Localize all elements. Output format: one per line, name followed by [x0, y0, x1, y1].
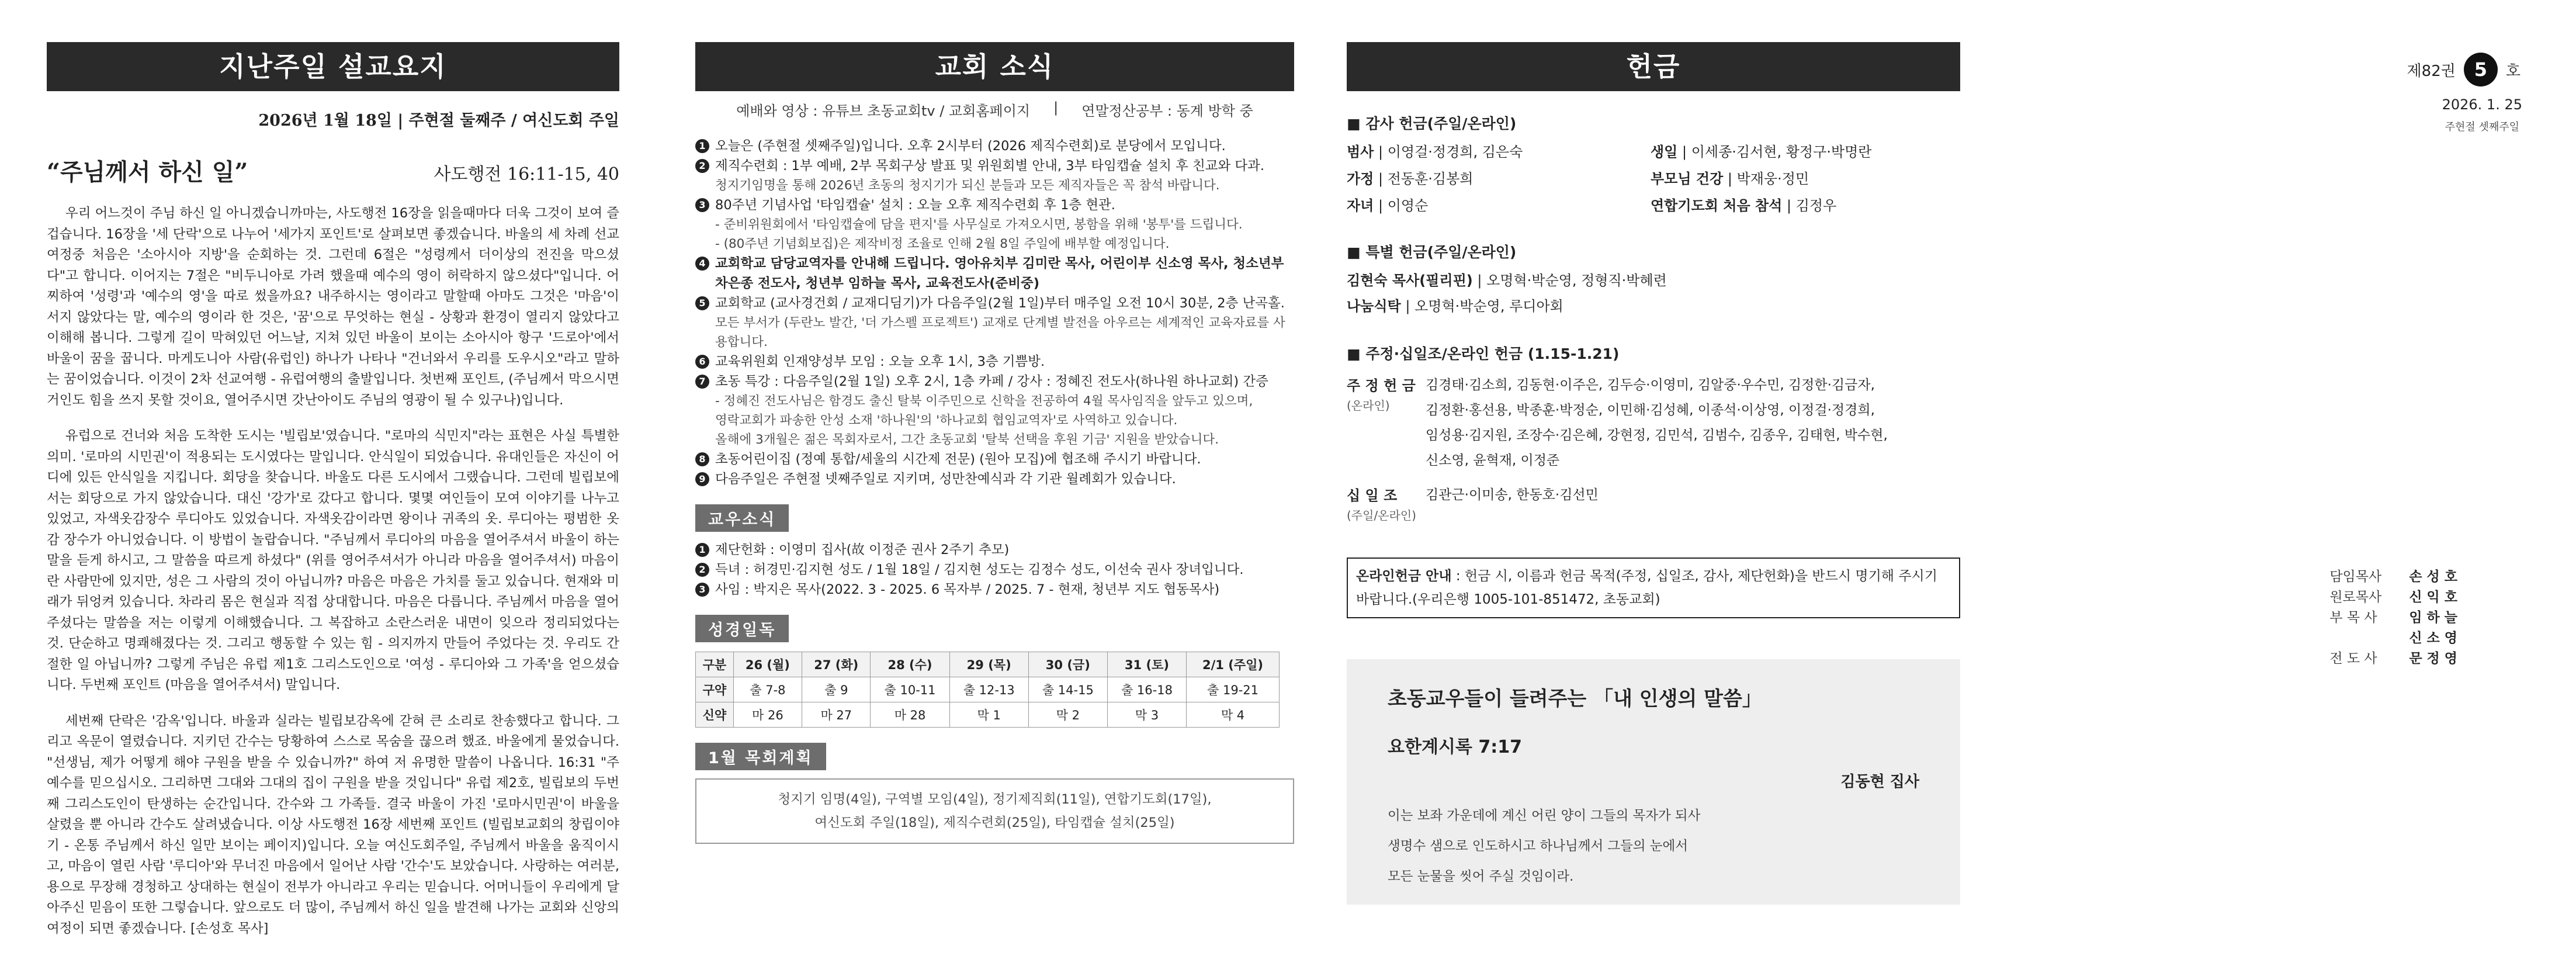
issue-volume: 제82권 — [2407, 62, 2456, 80]
entry-value: 박재웅·정민 — [1736, 171, 1809, 187]
news-header: 교회 소식 — [695, 42, 1294, 91]
members-news-tag: 교우소식 — [695, 504, 789, 532]
member-item-text: 제단헌화 : 이영미 집사(故 이정준 권사 2주기 추모) — [715, 542, 1010, 558]
news-item — [695, 469, 1294, 489]
news-item-detail: - 준비위원회에서 '타임캡슐에 담을 편지'를 사무실로 가져오시면, 봉함을 위해 '봉투'를 드립니다. — [715, 217, 1243, 232]
sermon-body — [47, 203, 619, 939]
staff-entry — [2329, 608, 2462, 628]
table-cell: 출 14-15 — [1028, 677, 1107, 702]
member-item-text: 득녀 : 허경민·김지현 성도 / 1월 18일 / 김지현 성도는 김정수 성도, 이선숙 권사 장녀입니다. — [715, 562, 1244, 577]
issue-info — [2407, 53, 2520, 86]
sermon-meta: 2026년 1월 18일 | 주현절 둘째주 / 여신도회 주일 — [258, 112, 619, 130]
life-verse-text — [1388, 801, 1919, 892]
offering-column — [1347, 42, 1960, 905]
sermon-paragraph: 우리 어느것이 주님 하신 일 아니겠습니까마는, 사도행전 16장을 읽을때마다 더욱 그것이 보여 즐겁습니다. 16장을 '세 단락'으로 나누어 '세가지 포인트'로 살펴보면 좋겠습니다. 바울의 세 차례 선교여정중 처음은 '소아시아 지방'을 순회하는 것. 그런데 6절은 "성령께서 더이상의 전진을 막으셨다"고 합니다. 이어지는 7절은 "비두니아로 가려 했을때 예수의 영이 허락하지 않으셨다"입니다. 어찌하여 '성령'과 '예수의 영'을 따로 썼을까요? 내주하시는 영이라고 말할때 아마도 그것은 '마음'이 서지 않았다는 말, 예수의 영이라 한 것은, '꿈'으로 무엇하는 현실 - 상황과 환경이 열리지 않았다고 이해해 봅니다. 그렇게 길이 막혀있던 어느날, 지쳐 있던 바울이 보이는 소아시아 항구 '드로아'에서 바울이 꿈을 꿉니다. 마게도니아 사람(유럽인) 하나가 나타나 "건너와서 우리를 도우시오"라고 말하는 꿈이었습니다. 이것이 2차 선교여행 - 유럽여행의 출발입니다. 첫번째 포인트, (주님께서 막으시면 거인도 힘을 쓰지 못할 것이요, 열어주시면 갓난아이도 주님의 영광이 될 수 있구나)입니다. — [47, 206, 619, 408]
names-line: 신소영, 윤혁재, 이정준 — [1426, 453, 1560, 468]
news-item — [695, 136, 1294, 156]
item-number: 1 — [695, 543, 709, 557]
table-cell: 막 2 — [1028, 702, 1107, 728]
monthly-plan-tag: 1월 목회계획 — [695, 743, 826, 770]
news-item-detail: 청지기임명을 통해 2026년 초동의 청지기가 되신 분들과 모든 제직자들은 꼭 참석 바랍니다. — [715, 178, 1220, 193]
member-item — [695, 580, 1294, 600]
news-item-detail: - (80주년 기념회보집)은 제작비정 조율로 인해 2월 8일 주일에 배부할 예정입니다. — [715, 237, 1170, 251]
table-cell: 출 9 — [802, 677, 871, 702]
news-item-text: 다음주일은 주현절 넷째주일로 지키며, 성만찬예식과 각 기관 월례회가 있습니다. — [715, 472, 1176, 487]
table-header-cell: 28 (수) — [871, 652, 949, 677]
news-item-detail: 올해에 3개월은 젊은 목회자로서, 그간 초동교회 '탈북 선택을 후원 기금' 지원을 받았습니다. — [715, 432, 1219, 447]
entry-label: 범사 — [1347, 144, 1374, 160]
entry-label: 가정 — [1347, 171, 1374, 187]
label-sub: (주일/온라인) — [1347, 508, 1416, 522]
online-label: 온라인헌금 안내 — [1356, 569, 1452, 584]
entry-value: 김정우 — [1795, 198, 1837, 214]
entry-value: 이영순 — [1387, 198, 1429, 214]
table-header-cell: 2/1 (주일) — [1187, 652, 1280, 677]
news-item — [695, 293, 1294, 313]
staff-name: 문정영 — [2409, 651, 2462, 666]
life-verse-box — [1347, 659, 1960, 905]
table-cell: 구약 — [696, 677, 734, 702]
thanks-entry: 자녀 | 이영순 — [1347, 198, 1429, 214]
staff-role: 전 도 사 — [2329, 651, 2377, 666]
news-item — [695, 352, 1294, 372]
item-number: 2 — [695, 159, 709, 173]
special-offering-title: ■ 특별 헌금(주일/온라인) — [1347, 244, 1517, 261]
news-item — [695, 449, 1294, 469]
sermon-reference: 사도행전 16:11-15, 40 — [434, 164, 619, 185]
item-number: 2 — [695, 563, 709, 577]
members-news-list — [695, 540, 1294, 600]
worship-video-note: 예배와 영상 : 유튜브 초동교회tv / 교회홈페이지 — [736, 103, 1031, 119]
news-subheader — [695, 99, 1294, 120]
entry-value: 이세종·김서현, 황정구·박명란 — [1691, 144, 1872, 160]
names-line: 김정환·홍선용, 박종훈·박정순, 이민해·김성혜, 이종석·이상영, 이정걸·정경희, — [1426, 403, 1875, 418]
tithe-block — [1347, 483, 1960, 522]
issue-week: 주현절 셋째주일 — [2445, 121, 2520, 133]
item-number: 3 — [695, 583, 709, 597]
names-line: 김경태·김소희, 김동현·이주은, 김두승·이영미, 김알중·우수민, 김정한·김금자, — [1426, 378, 1875, 393]
entry-value: 오명혁·박순영, 루디아회 — [1414, 298, 1563, 314]
staff-entry — [2329, 567, 2462, 587]
item-number: 1 — [695, 139, 709, 153]
thanks-entry: 생일 | 이세종·김서현, 황정구·박명란 — [1651, 144, 1872, 160]
tithe-names: 김관근·이미송, 한동호·김선민 — [1426, 487, 1599, 503]
item-number: 8 — [695, 452, 709, 466]
sermon-paragraph: 세번째 단락은 '감옥'입니다. 바울과 실라는 빌립보감옥에 갇혀 큰 소리로 찬송했다고 합니다. 그리고 옥문이 열렸습니다. 지키던 간수는 당황하여 스스로 목숨을 끊으려 했죠. 바울에게 물었습니다. "선생님, 제가 어떻게 해야 구원을 받을 수 있습니까?" 하여 저 유명한 말씀이 나옵니다. 16:31 "주 예수를 믿으십시오. 그리하면 그대와 그대의 집이 구원을 받을 것입니다" 유럽 제2호, 빌립보의 두번째 그리스도인이 탄생하는 순간입니다. 간수와 그 가족들. 결국 바울이 가진 '로마시민권'이 바울을 살렸을 뿐 아니라 간수도 살려냈습니다. 이상 사도행전 16장 세번째 포인트 (빌립보교회의 창립이야기 - 온통 주님께서 하신 일만 보이는 페이지)입니다. 오늘 여신도회주일, 주님께서 바울을 움직이시고, 마음이 열린 사람 '루디아'와 무너진 마음에서 일어난 사람 '간수'도 보았습니다. 사랑하는 여러분, 용으로 무장해 경청하고 상대하는 현실이 전부가 아니라고 우리는 믿습니다. 어머니들이 우리에게 달아주신 믿음이 또한 그렇습니다. 앞으로도 더 많이, 주님께서 하신 일을 발견해 나가는 교회와 신앙의 여정이 되면 좋겠습니다. [손성호 목사] — [47, 713, 619, 936]
life-verse-title: 초동교우들이 들려주는 「내 인생의 말씀」 — [1388, 687, 1762, 711]
member-item-text: 사임 : 박지은 목사(2022. 3 - 2025. 6 목자부 / 2025. 7 - 현재, 청년부 지도 협동목사) — [715, 582, 1220, 597]
member-item — [695, 540, 1294, 560]
news-item-text: 제직수련회 : 1부 예배, 2부 목회구상 발표 및 위원회별 안내, 3부 타임캡슐 설치 후 친교와 다과. — [715, 158, 1264, 174]
sermon-column — [47, 42, 619, 939]
table-cell: 마 27 — [802, 702, 871, 728]
staff-entry — [2329, 628, 2462, 649]
sermon-paragraph: 유럽으로 건너와 처음 도착한 도시는 '빌립보'였습니다. "로마의 식민지"라는 표현은 사실 특별한 의미. '로마의 시민권'이 적용되는 도시였다는 말입니다. 안식일이 되었습니다. 유대인들은 자신이 어디에 있든 안식일을 지킵니다. 회당을 찾습니다. 바울도 다른 도시에서 그랬습니다. 그런데 빌립보에서는 회당으로 가지 않았습니다. 대신 '강가'로 갔다고 합니다. 몇몇 여인들이 모여 이야기를 나누고 있었고, 자색옷감장수 루디아도 있었습니다. 자색옷감이라면 왕이나 귀족의 옷. 루디아는 평범한 옷감 장수가 아니었습니다. 이 방법이 놀랍습니다. "주님께서 루디아의 마음을 열어주셔서 바울이 하는 말을 듣게 하시고, 그 말씀을 따르게 하셨다" (위를 영어주셔서가 아니라 마음을 열어주셔서) 마음이란 사람만에 있지만, 성은 그 사람의 것이 아닙니까? 마음은 마음은 가치를 둘고 있습니다. 현재와 미래가 뒤엉켜 있습니다. 차라리 몸은 현실과 직접 상대합니다. 마음은 다릅니다. 주님께서 마음을 열어주셨다는 말씀을 저는 이렇게 이해했습니다. 그 복잡하고 소란스러운 내면이 잊으라 정리되었다는 것. 단순하고 명쾌해졌다는 것. 그리고 행동할 수 있는 힘 - 의지까지 만들어 주었다는 것. 우리도 간절한 일 아닙니까? 그렇게 주님은 유럽 제1호 그리스도인으로 '여성 - 루디아와 그 가족'을 얻으셨습니다. 두번째 포인트 (마음을 열어주셔서) 말입니다. — [47, 428, 619, 693]
sermon-title-line — [47, 154, 619, 187]
verse-line: 생명수 샘으로 인도하시고 하나님께서 그들의 눈에서 — [1388, 839, 1688, 854]
label-sub: (온라인) — [1347, 399, 1390, 413]
table-row — [696, 702, 1280, 728]
weekly-offering-label — [1347, 373, 1426, 473]
issue-date-block — [2442, 96, 2522, 134]
table-cell: 마 26 — [733, 702, 802, 728]
plan-line: 청지기 임명(4일), 구역별 모임(4일), 정기제직회(11일), 연합기도회(17일), — [778, 792, 1212, 807]
item-number: 4 — [695, 257, 709, 271]
issue-number-badge: 5 — [2464, 53, 2498, 86]
news-item-text: 초동어린이집 (정예 통합/세울의 시간제 전문) (원아 모집)에 협조해 주시기 바랍니다. — [715, 452, 1201, 467]
staff-entry — [2329, 649, 2462, 669]
label-text: 주 정 헌 금 — [1347, 378, 1416, 394]
item-number: 7 — [695, 375, 709, 389]
issue-date: 2026. 1. 25 — [2442, 96, 2522, 113]
staff-role: 담임목사 — [2329, 569, 2382, 584]
table-cell: 출 19-21 — [1187, 677, 1280, 702]
news-column — [695, 42, 1294, 844]
thanks-entry: 연합기도회 처음 참석 | 김정우 — [1651, 198, 1837, 214]
entry-label: 나눔식탁 — [1347, 298, 1401, 314]
table-cell: 막 3 — [1107, 702, 1186, 728]
news-item-text: 교회학교 담당교역자를 안내해 드립니다. 영아유치부 김미란 목사, 어린이부 신소영 목사, 청소년부 차은종 전도사, 청년부 임하늘 목사, 교육전도사(준비중) — [715, 256, 1284, 291]
thanks-entry: 가정 | 전동훈·김봉희 — [1347, 171, 1474, 187]
table-header-cell: 26 (월) — [733, 652, 802, 677]
table-header-cell: 27 (화) — [802, 652, 871, 677]
table-header-cell: 구분 — [696, 652, 734, 677]
news-item — [695, 372, 1294, 392]
staff-list — [2329, 567, 2462, 669]
table-cell: 출 16-18 — [1107, 677, 1186, 702]
life-verse-author: 김동현 집사 — [1840, 773, 1919, 791]
table-cell: 막 1 — [949, 702, 1028, 728]
entry-label: 부모님 건강 — [1651, 171, 1724, 187]
thanks-entry: 범사 | 이영걸·정경희, 김은숙 — [1347, 144, 1523, 160]
entry-label: 연합기도회 처음 참석 — [1651, 198, 1783, 214]
table-header-row — [696, 652, 1280, 677]
table-cell: 출 12-13 — [949, 677, 1028, 702]
offering-header: 헌금 — [1347, 42, 1960, 91]
staff-name: 신소영 — [2409, 631, 2462, 646]
item-number: 9 — [695, 472, 709, 486]
entry-value: 이영걸·정경희, 김은숙 — [1387, 144, 1523, 160]
table-header-cell: 31 (토) — [1107, 652, 1186, 677]
news-item — [695, 156, 1294, 176]
staff-role: 원로목사 — [2329, 590, 2382, 605]
sermon-title: “주님께서 하신 일” — [47, 158, 248, 186]
item-number: 5 — [695, 296, 709, 310]
table-cell: 막 4 — [1187, 702, 1280, 728]
entry-value: 오명혁·박순영, 정형직·박혜련 — [1486, 272, 1667, 289]
bible-reading-table — [695, 652, 1280, 728]
weekly-offering-names — [1426, 373, 1960, 473]
entry-label: 자녀 — [1347, 198, 1374, 214]
verse-line: 모든 눈물을 씻어 주실 것임이라. — [1388, 869, 1574, 884]
thanks-entry: 부모님 건강 | 박재웅·정민 — [1651, 171, 1809, 187]
thanks-offering-grid — [1347, 140, 1960, 217]
life-verse-reference: 요한계시록 7:17 — [1388, 737, 1522, 757]
subheader-separator: | — [1053, 99, 1059, 116]
news-item-detail: 모든 부서가 (두란노 발간, '더 가스펠 프로젝트') 교재로 단계별 발전을 아우르는 세계적인 교육자료를 사용합니다. — [715, 316, 1285, 349]
plan-line: 여신도회 주일(18일), 제직수련회(25일), 타임캡슐 설치(25일) — [814, 815, 1175, 830]
verse-line: 이는 보좌 가운데에 계신 어린 양이 그들의 목자가 되사 — [1388, 808, 1701, 823]
staff-entry — [2329, 587, 2462, 608]
table-cell: 마 28 — [871, 702, 949, 728]
table-cell: 출 7-8 — [733, 677, 802, 702]
entry-label: 김현숙 목사(필리핀) — [1347, 272, 1473, 289]
thanks-offering-title: ■ 감사 헌금(주일/온라인) — [1347, 115, 1517, 132]
table-cell: 신약 — [696, 702, 734, 728]
staff-name: 신익호 — [2409, 590, 2462, 605]
weekly-offering-block — [1347, 373, 1960, 473]
news-item-detail: - 정혜진 전도사님은 함경도 출신 탈북 이주민으로 신학을 전공하여 4월 목사임직을 앞두고 있으며, — [715, 394, 1253, 408]
special-entry: 김현숙 목사(필리핀) | 오명혁·박순영, 정형직·박혜련 — [1347, 268, 1960, 293]
table-row — [696, 677, 1280, 702]
table-header-cell: 29 (목) — [949, 652, 1028, 677]
news-list — [695, 136, 1294, 489]
online-offering-notice — [1347, 558, 1960, 618]
news-item-text: 80주년 기념사업 '타임캡슐' 설치 : 오늘 오후 제직수련회 후 1층 현관. — [715, 198, 1115, 213]
item-number: 6 — [695, 355, 709, 369]
special-entry: 나눔식탁 | 오명혁·박순영, 루디아회 — [1347, 293, 1960, 319]
staff-role: 부 목 사 — [2329, 610, 2377, 625]
label-text: 십 일 조 — [1347, 487, 1398, 504]
names-line: 임성용·김지원, 조장수·김은혜, 강현정, 김민석, 김범수, 김종우, 김태현, 박수현, — [1426, 428, 1888, 443]
tithe-label — [1347, 483, 1426, 522]
news-item-text: 교회학교 (교사경건회 / 교재디딤기)가 다음주일(2월 1일)부터 매주일 오전 10시 30분, 2층 난곡홀. — [715, 296, 1285, 311]
staff-name: 손성호 — [2409, 569, 2462, 584]
item-number: 3 — [695, 198, 709, 212]
table-cell: 출 10-11 — [871, 677, 949, 702]
news-item-text: 초동 특강 : 다음주일(2월 1일) 오후 2시, 1층 카페 / 강사 : 정혜진 전도사(하나원 하나교회) 간증 — [715, 374, 1268, 389]
study-note: 연말정산공부 : 동계 방학 중 — [1081, 103, 1253, 119]
news-item-detail: 영락교회가 파송한 안성 소재 '하나원'의 '하나교회 협임교역자'로 사역하고 있습니다. — [715, 413, 1178, 428]
member-item — [695, 560, 1294, 580]
staff-role — [2329, 628, 2394, 649]
tithe-offering-title: ■ 주정·십일조/온라인 헌금 (1.15-1.21) — [1347, 345, 1620, 362]
entry-label: 생일 — [1651, 144, 1678, 160]
issue-suffix: 호 — [2505, 62, 2520, 80]
special-offering-list — [1347, 268, 1960, 319]
news-item-text: 교육위원회 인재양성부 모임 : 오늘 오후 1시, 3층 기쁨방. — [715, 354, 1045, 369]
bible-reading-tag: 성경일독 — [695, 615, 789, 642]
news-item — [695, 195, 1294, 215]
staff-name: 임하늘 — [2409, 610, 2462, 625]
online-text: : 헌금 시, 이름과 헌금 목적(주정, 십일조, 감사, 제단헌화)을 반드시 명기해 주시기 바랍니다.(우리은행 1005-101-851472, 초동교회) — [1356, 569, 1937, 607]
news-item-text: 오늘은 (주현절 셋째주일)입니다. 오후 2시부터 (2026 제직수련회)로 분당에서 모입니다. — [715, 139, 1226, 154]
sermon-header: 지난주일 설교요지 — [47, 42, 619, 91]
monthly-plan-box — [695, 778, 1294, 844]
entry-value: 전동훈·김봉희 — [1387, 171, 1474, 187]
news-item — [695, 254, 1294, 293]
table-header-cell: 30 (금) — [1028, 652, 1107, 677]
